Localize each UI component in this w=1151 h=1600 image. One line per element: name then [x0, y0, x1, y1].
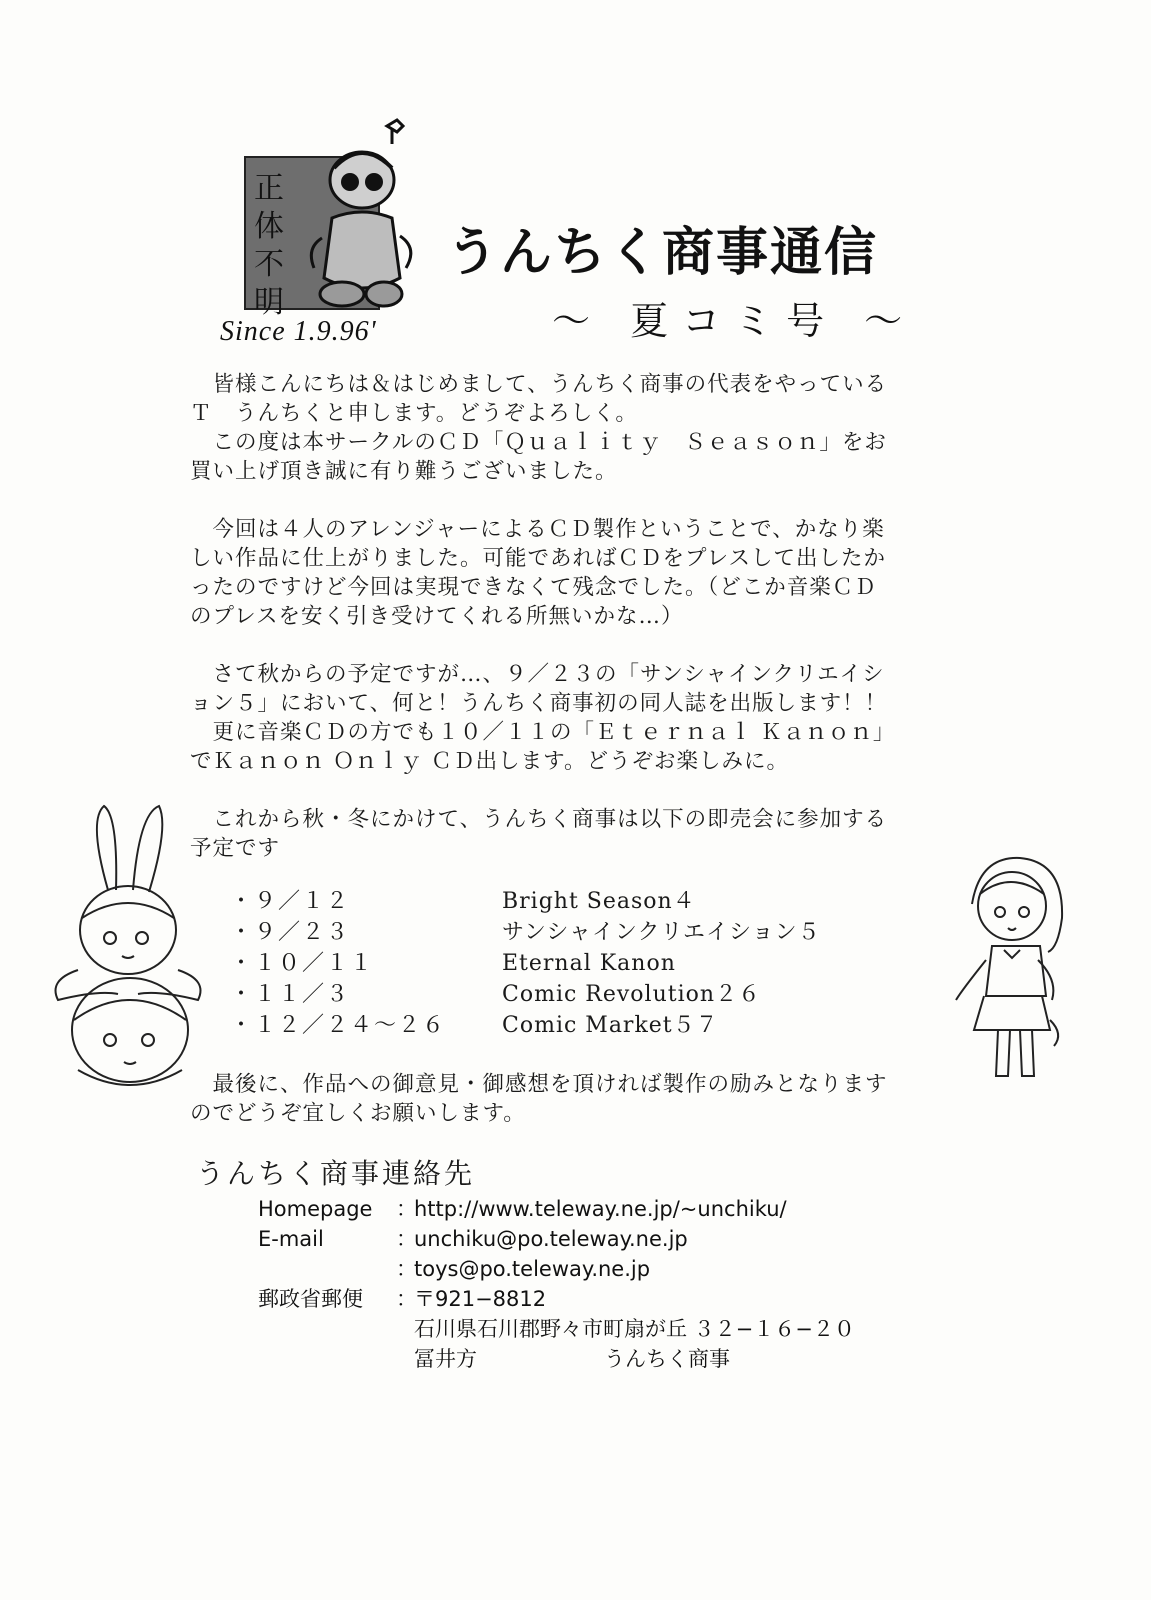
event-list: [190, 886, 890, 1041]
closing-line: 最後に、作品への御意見・御感想を頂ければ製作の励みとなります: [190, 1072, 888, 1097]
event-name: Eternal Kanon: [502, 951, 676, 976]
organization-name: うんちく商事: [604, 1347, 730, 1371]
contact-block: [258, 1194, 958, 1374]
event-name: Comic Revolution２６: [502, 982, 762, 1007]
address: 石川県石川郡野々市町扇が丘 ３２−１６−２０: [414, 1317, 855, 1341]
event-row: [190, 979, 890, 1010]
homepage-label: Homepage: [258, 1197, 373, 1221]
event-row: [190, 917, 890, 948]
post-row: [258, 1284, 958, 1314]
event-name: サンシャインクリエイション５: [502, 920, 821, 945]
body-line: Ｔ うんちくと申します。どうぞよろしく。: [190, 401, 638, 426]
event-name: Bright Season４: [502, 889, 696, 914]
contact-heading: うんちく商事連絡先: [196, 1157, 476, 1190]
bunny-characters-illustration: [38, 800, 218, 1100]
body-line: 今回は４人のアレンジャーによるＣＤ製作ということで、かなり楽: [190, 517, 885, 542]
body-line: 買い上げ頂き誠に有り難うございました。: [190, 459, 618, 484]
newsletter-title: うんちく商事通信: [446, 223, 879, 283]
homepage-url: http://www.teleway.ne.jp/~unchiku/: [414, 1197, 787, 1221]
body-line: ったのですけど今回は実現できなくて残念でした。（どこか音楽ＣＤ: [190, 575, 877, 600]
event-date: ・１０／１１: [230, 951, 375, 976]
body-line: のプレスを安く引き受けてくれる所無いかな…）: [190, 604, 684, 629]
logo-character-illustration: [292, 118, 422, 318]
email-row-2: [258, 1254, 958, 1284]
circle-logo: [212, 118, 427, 348]
body-line: しい作品に仕上がりました。可能であればＣＤをプレスして出したか: [190, 546, 886, 571]
event-date: ・１１／３: [230, 982, 351, 1007]
body-line: 予定です: [190, 836, 281, 861]
event-date: ・１２／２４〜２６: [230, 1013, 447, 1038]
post-label: 郵政省郵便: [258, 1287, 363, 1311]
body-line: この度は本サークルのＣＤ「Ｑｕａｌｉｔｙ Ｓｅａｓｏｎ」をお: [190, 430, 887, 455]
body-line: でＫａｎｏｎ Ｏｎｌｙ ＣＤ出します。どうぞお楽しみに。: [190, 749, 789, 774]
paragraph-gap: [190, 776, 950, 805]
closing-text: [190, 1070, 950, 1128]
body-line: ョン５」において、何と！うんちく商事初の同人誌を出版します！！: [190, 691, 888, 716]
girl-character-illustration: [950, 850, 1070, 1090]
closing-line: のでどうぞ宜しくお願いします。: [190, 1101, 526, 1126]
separator: ：: [396, 1287, 417, 1311]
body-line: さて秋からの予定ですが…、９／２３の「サンシャインクリエイシ: [190, 662, 885, 687]
postcode: 〒921−8812: [414, 1287, 547, 1311]
newsletter-subtitle: 〜 夏コミ号 〜: [552, 299, 917, 343]
logo-since: Since 1.9.96': [220, 316, 377, 347]
body-text: [190, 370, 950, 863]
separator: ：: [396, 1257, 417, 1281]
event-row: [190, 1010, 890, 1041]
paragraph-gap: [190, 486, 950, 515]
paragraph-gap: [190, 631, 950, 660]
body-line: これから秋・冬にかけて、うんちく商事は以下の即売会に参加する: [190, 807, 888, 832]
email-row: [258, 1224, 958, 1254]
homepage-row: [258, 1194, 958, 1224]
body-line: 更に音楽ＣＤの方でも１０／１１の「Ｅｔｅｒｎａｌ Ｋａｎｏｎ」: [190, 720, 896, 745]
event-row: [190, 948, 890, 979]
care-of-row: [258, 1344, 958, 1374]
body-line: 皆様こんにちは＆はじめまして、うんちく商事の代表をやっている: [190, 372, 888, 397]
separator: ：: [396, 1197, 417, 1221]
email-address-2: toys@po.teleway.ne.jp: [414, 1257, 651, 1281]
care-of: 冨井方: [414, 1347, 477, 1371]
email-address-1: unchiku@po.teleway.ne.jp: [414, 1227, 688, 1251]
separator: ：: [396, 1227, 417, 1251]
event-row: [190, 886, 890, 917]
email-label: E-mail: [258, 1227, 324, 1251]
event-name: Comic Market５７: [502, 1013, 719, 1038]
event-date: ・９／１２: [230, 889, 351, 914]
event-date: ・９／２３: [230, 920, 351, 945]
logo-kanji: 正体不明: [254, 171, 284, 320]
